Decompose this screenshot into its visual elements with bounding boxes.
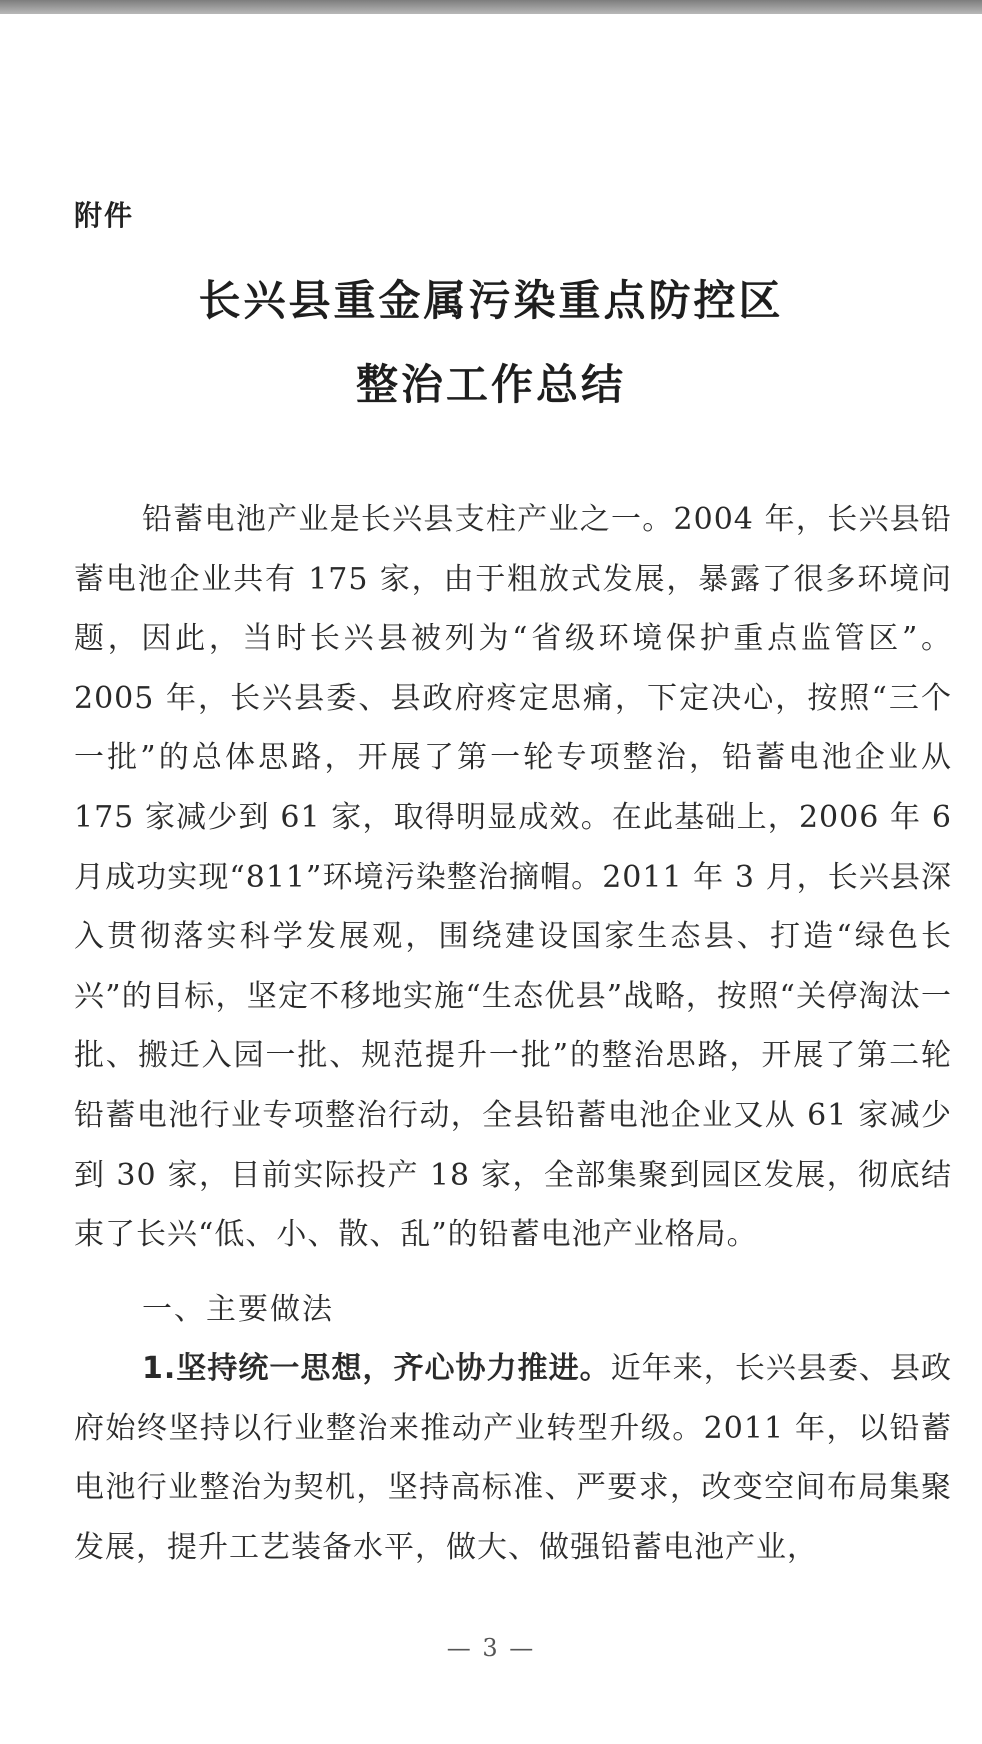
top-edge-bar [0, 0, 982, 14]
point-1-paragraph [74, 1339, 952, 1577]
intro-paragraph: 铅蓄电池产业是长兴县支柱产业之一。2004 年，长兴县铅蓄电池企业共有 175 家，由于粗放式发展，暴露了很多环境问题，因此，当时长兴县被列为“省级环境保护重点监管区”。2005 年，长兴县委、县政府疼定思痛，下定决心，按照“三个一批”的总体思路，开展了第一轮专项整治，铅蓄电池企业从 175 家减少到 61 家，取得明显成效。在此基础上，2006 年 6 月成功实现“811”环境污染整治摘帽。2011 年 3 月，长兴县深入贯彻落实科学发展观，围绕建设国家生态县、打造“绿色长兴”的目标，坚定不移地实施“生态优县”战略，按照“关停淘汰一批、搬迁入园一批、规范提升一批”的整治思路，开展了第二轮铅蓄电池行业专项整治行动，全县铅蓄电池企业又从 61 家减少到 30 家，目前实际投产 18 家，全部集聚到园区发展，彻底结束了长兴“低、小、散、乱”的铅蓄电池产业格局。 [74, 502, 952, 1253]
point-1-heading: 1.坚持统一思想，齐心协力推进。 [142, 1351, 611, 1386]
attachment-label: 附件 [74, 199, 135, 232]
section-heading: 一、主要做法 [142, 1292, 334, 1327]
document-title-line-1: 长兴县重金属污染重点防控区 [198, 276, 784, 325]
point-1-text: 近年来，长兴县委、县政府始终坚持以行业整治来推动产业转型升级。2011 年，以铅蓄电池行业整治为契机，坚持高标准、严要求，改变空间布局集聚发展，提升工艺装备水平，做大、做强铅蓄电池产业， [74, 1351, 952, 1565]
document-title-line-2: 整治工作总结 [355, 360, 626, 409]
page-number: — 3 — [446, 1634, 536, 1662]
